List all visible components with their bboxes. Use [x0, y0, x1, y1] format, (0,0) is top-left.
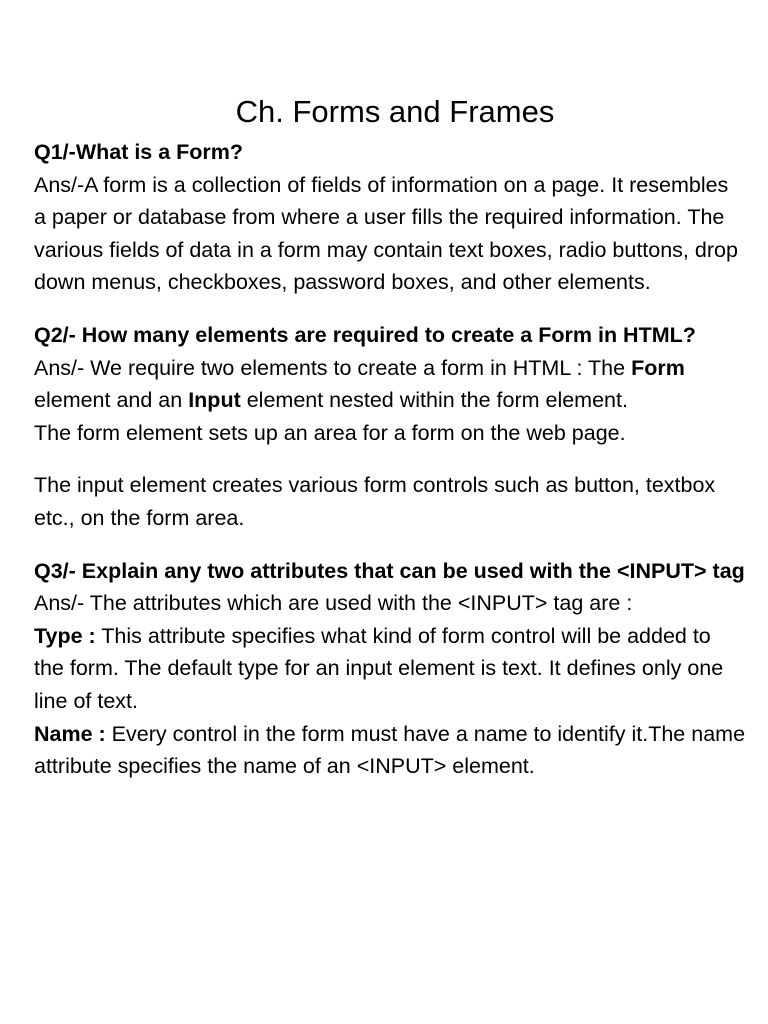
type-attribute-paragraph	[34, 620, 746, 718]
answer-2-paragraph-2: The form element sets up an area for a form on the web page.	[34, 420, 626, 445]
spacer	[34, 449, 746, 469]
spacer	[34, 535, 746, 555]
answer-1: Ans/-A form is a collection of fields of information on a page. It resembles a paper or database from where a user fills the required information. The various fields of data in a form may contain text boxes, radio buttons, drop down menus, checkboxes, password boxes, and other elements.	[34, 172, 738, 295]
answer-3-intro: Ans/- The attributes which are used with the <INPUT> tag are :	[34, 591, 633, 616]
type-description: This attribute specifies what kind of form control will be added to the form. The default type for an input element is text. It defines only one line of text.	[34, 623, 724, 713]
page-title: Ch. Forms and Frames	[235, 94, 555, 129]
answer-2-mid: element and an	[34, 388, 189, 413]
name-description: Every control in the form must have a name to identify it.The name attribute specifies the name of an <INPUT> element.	[34, 721, 746, 779]
question-2: Q2/- How many elements are required to create a Form in HTML?	[34, 322, 696, 347]
type-term: Type :	[34, 623, 96, 648]
answer-2-start: Ans/- We require two elements to create a form in HTML : The	[34, 355, 632, 380]
name-attribute-paragraph	[34, 718, 746, 783]
answer-2	[34, 352, 746, 417]
input-term: Input	[188, 388, 241, 413]
answer-2-paragraph-3: The input element creates various form controls such as button, textbox etc., on the form area.	[34, 473, 716, 530]
document-page	[34, 92, 746, 783]
spacer	[34, 299, 746, 319]
answer-2-end: element nested within the form element.	[240, 388, 628, 413]
name-term: Name :	[34, 721, 106, 746]
question-3: Q3/- Explain any two attributes that can be used with the <INPUT> tag	[34, 558, 745, 583]
question-1: Q1/-What is a Form?	[34, 140, 244, 164]
form-term: Form	[631, 355, 685, 380]
